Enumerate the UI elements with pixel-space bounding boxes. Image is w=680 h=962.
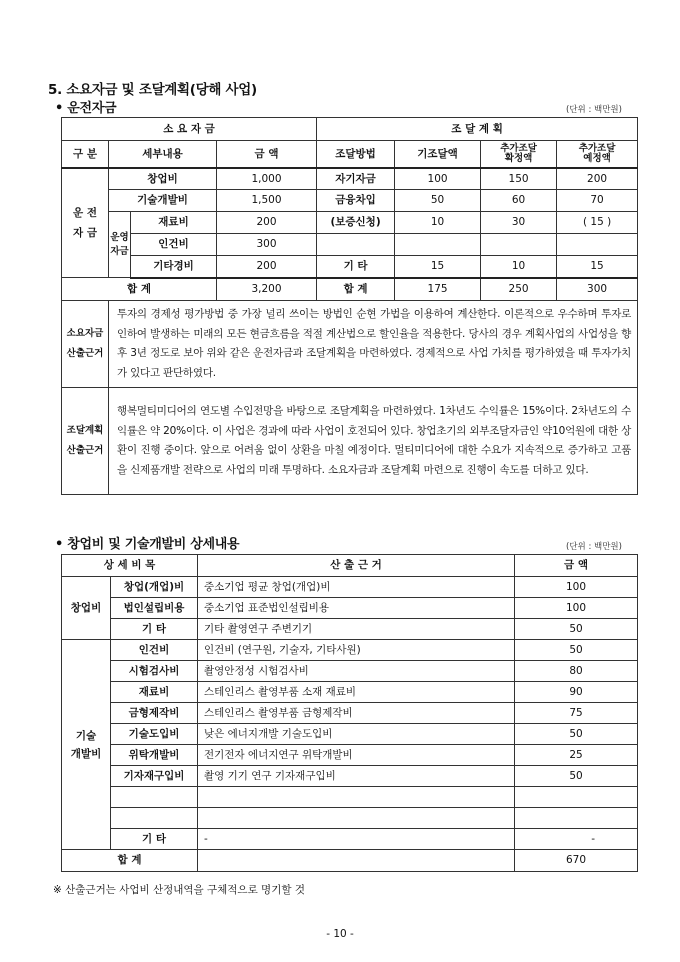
item-basis: 낮은 에너지개발 기술도입비 xyxy=(198,724,515,745)
row-amount: 1,500 xyxy=(217,190,317,212)
startup-heading: • 창업비 및 기술개발비 상세내용 xyxy=(55,537,240,552)
item-amount: 50 xyxy=(515,619,638,640)
operating-funds-table xyxy=(61,117,638,495)
row-amount: 300 xyxy=(217,234,317,256)
item-amount: 25 xyxy=(515,745,638,766)
operating-heading: • 운전자금 xyxy=(55,101,117,116)
header-additional-planned: 추가조달 예정액 xyxy=(557,141,638,168)
row-confirmed: 60 xyxy=(481,190,557,212)
row-existing: 50 xyxy=(395,190,481,212)
total-method: 합 계 xyxy=(317,278,395,301)
header-detail: 세부내용 xyxy=(109,141,217,168)
item-basis: 촬영 기기 연구 기자재구입비 xyxy=(198,766,515,787)
item-name: 위탁개발비 xyxy=(111,745,198,766)
item-amount: 75 xyxy=(515,703,638,724)
row-existing xyxy=(395,234,481,256)
operating-unit: (단위 : 백만원) xyxy=(566,105,622,115)
item-name: 금형제작비 xyxy=(111,703,198,724)
total-amount: 3,200 xyxy=(217,278,317,301)
header-amount: 금 액 xyxy=(515,555,638,577)
row-existing: 100 xyxy=(395,168,481,190)
row-method: 자기자금 xyxy=(317,168,395,190)
item-name: 재료비 xyxy=(111,682,198,703)
row-planned: 70 xyxy=(557,190,638,212)
group2-label: 기술 개발비 xyxy=(62,640,111,850)
item-name xyxy=(111,787,198,808)
row-planned: 200 xyxy=(557,168,638,190)
item-basis: 기타 촬영연구 주변기기 xyxy=(198,619,515,640)
item-amount: 50 xyxy=(515,724,638,745)
item-basis: 전기전자 에너지연구 위탁개발비 xyxy=(198,745,515,766)
page-number: - 10 - xyxy=(326,928,354,940)
item-amount: 100 xyxy=(515,598,638,619)
item-basis: - xyxy=(198,829,515,850)
category-label: 운 전 자 금 xyxy=(62,168,109,278)
total-amount: 670 xyxy=(515,850,638,872)
item-name xyxy=(111,808,198,829)
header-basis: 산 출 근 거 xyxy=(198,555,515,577)
item-name: 인건비 xyxy=(111,640,198,661)
total-planned: 300 xyxy=(557,278,638,301)
item-basis: 중소기업 표준법인설립비용 xyxy=(198,598,515,619)
total-existing: 175 xyxy=(395,278,481,301)
header-amount: 금 액 xyxy=(217,141,317,168)
sub-category-label: 운영 자금 xyxy=(109,212,131,278)
row-amount: 200 xyxy=(217,212,317,234)
item-amount: 50 xyxy=(515,766,638,787)
row-method: 기 타 xyxy=(317,256,395,278)
row-confirmed: 10 xyxy=(481,256,557,278)
item-basis: 스테인리스 촬영부품 소재 재료비 xyxy=(198,682,515,703)
basis-procure-text: 행복멀티미디어의 연도별 수입전망을 바탕으로 조달계획을 마련하였다. 1차년도 수익률은 15%이다. 2차년도의 수익률은 약 20%이다. 이 사업은 경과에 따라 사업이 호전되어 있다. 창업초기의 외부조달자금인 약10억원에 대한 상환이 진행 중이다. 앞으로 어려움 없이 상환을 마칠 예정이다. 멀티미디어에 대한 수요가 지속적으로 증가하고 고품을 신제품개발 전략으로 사업의 미래 투명하다. 소요자금과 조달계획 마련으로 진행이 속도를 더하고 있다. xyxy=(109,388,638,495)
startup-unit: (단위 : 백만원) xyxy=(566,542,622,552)
section-title: 5. 소요자금 및 조달계획(당해 사업) xyxy=(48,82,257,98)
total-label: 합 계 xyxy=(62,278,217,301)
row-detail: 기술개발비 xyxy=(109,190,217,212)
item-amount: 100 xyxy=(515,577,638,598)
row-detail: 창업비 xyxy=(109,168,217,190)
header-method: 조달방법 xyxy=(317,141,395,168)
item-name: 법인설립비용 xyxy=(111,598,198,619)
item-name: 기술도입비 xyxy=(111,724,198,745)
item-name: 기자재구입비 xyxy=(111,766,198,787)
row-amount: 1,000 xyxy=(217,168,317,190)
required-header: 소 요 자 금 xyxy=(62,118,317,141)
row-confirmed: 30 xyxy=(481,212,557,234)
group1-label: 창업비 xyxy=(62,577,111,640)
header-additional-confirmed: 추가조달 확정액 xyxy=(481,141,557,168)
row-existing: 15 xyxy=(395,256,481,278)
item-basis: 촬영안정성 시험검사비 xyxy=(198,661,515,682)
item-basis: 인건비 (연구원, 기술자, 기타사원) xyxy=(198,640,515,661)
basis-procure-label: 조달계획 산출근거 xyxy=(62,388,109,495)
total-confirmed: 250 xyxy=(481,278,557,301)
total-basis xyxy=(198,850,515,872)
item-name: 시험검사비 xyxy=(111,661,198,682)
total-label: 합 계 xyxy=(62,850,198,872)
row-method xyxy=(317,234,395,256)
row-confirmed xyxy=(481,234,557,256)
item-amount: 90 xyxy=(515,682,638,703)
row-planned: ( 15 ) xyxy=(557,212,638,234)
basis-required-label: 소요자금 산출근거 xyxy=(62,301,109,388)
footnote: ※ 산출근거는 사업비 산정내역을 구체적으로 명기할 것 xyxy=(53,884,305,896)
header-existing: 기조달액 xyxy=(395,141,481,168)
row-detail: 재료비 xyxy=(131,212,217,234)
item-basis: 중소기업 평균 창업(개업)비 xyxy=(198,577,515,598)
item-amount xyxy=(515,787,638,808)
item-basis xyxy=(198,787,515,808)
row-amount: 200 xyxy=(217,256,317,278)
procurement-header: 조 달 계 획 xyxy=(317,118,638,141)
header-category: 구 분 xyxy=(62,141,109,168)
item-amount: 80 xyxy=(515,661,638,682)
row-planned: 15 xyxy=(557,256,638,278)
header-item: 상 세 비 목 xyxy=(62,555,198,577)
row-method: 금융차입 xyxy=(317,190,395,212)
row-planned xyxy=(557,234,638,256)
row-confirmed: 150 xyxy=(481,168,557,190)
row-detail: 인건비 xyxy=(131,234,217,256)
item-amount: - xyxy=(515,829,638,850)
basis-required-text: 투자의 경제성 평가방법 중 가장 널리 쓰이는 방법인 순현 가법을 이용하여 계산한다. 이론적으로 우수하며 투자로 인하여 발생하는 미래의 모든 현금흐름을 적절 계산법으로 할인율을 적용한다. 당사의 경우 계획사업의 사업성을 향후 3년 정도로 보아 위와 같은 운전자금과 조달계획을 마련하였다. 경제적으로 사업 가치를 평가하였을 때 투자가치가 있다고 판단하였다. xyxy=(109,301,638,388)
startup-detail-table xyxy=(61,554,638,872)
item-basis: 스테인리스 촬영부품 금형제작비 xyxy=(198,703,515,724)
item-name: 기 타 xyxy=(111,619,198,640)
item-amount xyxy=(515,808,638,829)
row-method: (보증신청) xyxy=(317,212,395,234)
row-existing: 10 xyxy=(395,212,481,234)
item-name: 창업(개업)비 xyxy=(111,577,198,598)
item-amount: 50 xyxy=(515,640,638,661)
item-name: 기 타 xyxy=(111,829,198,850)
item-basis xyxy=(198,808,515,829)
row-detail: 기타경비 xyxy=(131,256,217,278)
